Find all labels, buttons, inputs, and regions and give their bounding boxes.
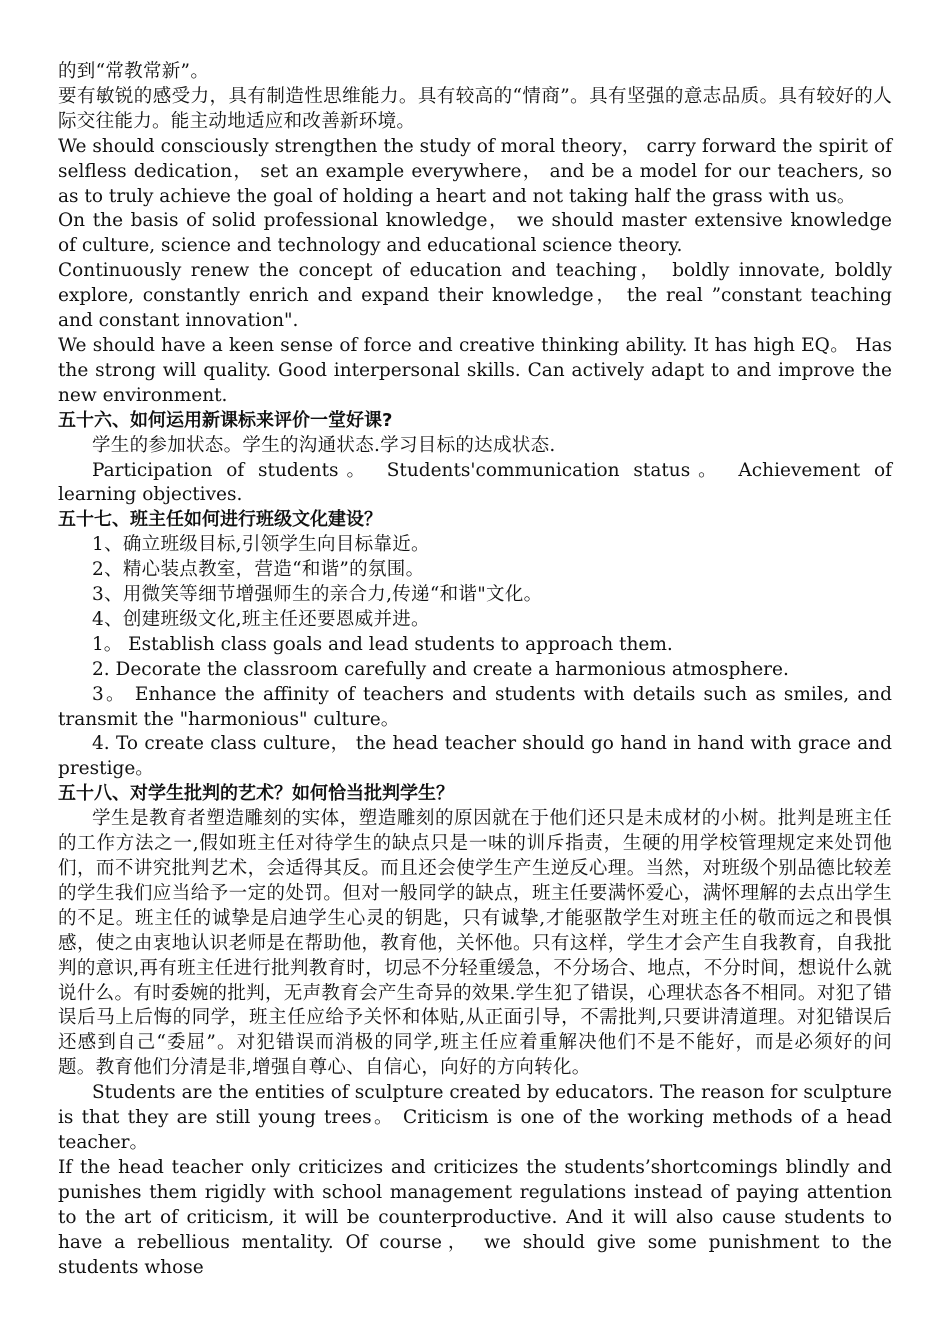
section-58-en-2: If the head teacher only criticizes and criticizes the students’shortcomings blindly and punishes them rigidly with school management regulations instead of paying attention to the art of criticism, it will be counterproductive. And it will also cause students to have a rebellious mentality. Of course， we should give some punishment to the students whose [58,1156,892,1278]
section-56-en: Participation of students。 Students'communication status。 Achievement of learning objectives. [58,459,892,506]
section-56-cn: 学生的参加状态。学生的沟通状态.学习目标的达成状态. [92,434,556,456]
section-57-en-item: 1。 Establish class goals and lead students to approach them. [92,633,673,655]
section-58-cn: 学生是教育者塑造雕刻的实体，塑造雕刻的原因就在于他们还只是未成材的小树。批判是班主任的工作方法之一,假如班主任对待学生的缺点只是一味的训斥指责，生硬的用学校管理规定来处罚他们，而不讲究批判艺术，会适得其反。而且还会使学生产生逆反心理。当然，对班级个别品德比较差的学生我们应当给予一定的处罚。但对一般同学的缺点，班主任要满怀爱心，满怀理解的去点出学生的不足。班主任的诚挚是启迪学生心灵的钥匙，只有诚挚,才能驱散学生对班主任的敬而远之和畏惧感，使之由衷地认识老师是在帮助他，教育他，关怀他。只有这样，学生才会产生自我教育，自我批判的意识,再有班主任进行批判教育时，切忌不分轻重缓急，不分场合、地点，不分时间，想说什么就说什么。有时委婉的批判，无声教育会产生奇异的效果.学生犯了错误，心理状态各不相同。对犯了错误后马上后悔的同学，班主任应给予关怀和体贴,从正面引导，不需批判,只要讲清道理。对犯错误后还感到自己“委屈”。对犯错误而消极的同学,班主任应着重解决他们不是不能好，而是必须好的问题。教育他们分清是非,增强自尊心、自信心，向好的方向转化。 [58,808,892,1079]
section-57-heading: 五十七、班主任如何进行班级文化建设？ [58,509,382,531]
intro-paragraph-2: 要有敏锐的感受力，具有制造性思维能力。具有较高的“情商”。具有坚强的意志品质。具有较好的人际交往能力。能主动地适应和改善新环境。 [58,85,892,132]
section-57-en-item: 2. Decorate the classroom carefully and create a harmonious atmosphere. [92,658,789,680]
section-58-heading: 五十八、对学生批判的艺术？如何恰当批判学生？ [58,783,454,805]
section-57-en-item: 3。 Enhance the affinity of teachers and students with details such as smiles, and transmit the "harmonious" culture。 [58,683,892,730]
intro-paragraph-5: Continuously renew the concept of education and teaching， boldly innovate, boldly explore, constantly enrich and expand their knowledge， the real ”constant teaching and constant innovation". [58,260,892,332]
section-57-cn-item: 3、用微笑等细节增强师生的亲合力,传递“和谐"文化。 [92,584,543,606]
document-page [58,60,892,1280]
section-57-cn-item: 4、创建班级文化,班主任还要恩威并进。 [92,608,430,630]
intro-paragraph-6: We should have a keen sense of force and creative thinking ability. It has high EQ。 Has the strong will quality. Good interpersonal skills. Can actively adapt to and improve the new environment. [58,334,892,406]
section-58-en-1: Students are the entities of sculpture created by educators. The reason for sculpture is that they are still young trees。 Criticism is one of the working methods of a head teacher。 [58,1082,892,1153]
intro-paragraph-3: We should consciously strengthen the study of moral theory， carry forward the spirit of selfless dedication， set an example everywhere， and be a model for our teachers, so as to truly achieve the goal of holding a heart and not taking half the grass with us。 [58,135,892,207]
section-57-cn-item: 1、确立班级目标,引领学生向目标靠近。 [92,534,430,556]
intro-paragraph-4: On the basis of solid professional knowledge， we should master extensive knowledge of culture, science and technology and educational science theory. [58,210,892,257]
section-56-heading: 五十六、如何运用新课标来评价一堂好课? [58,409,393,431]
section-57-en-item: 4. To create class culture， the head teacher should go hand in hand with grace and prestige。 [58,733,892,780]
intro-paragraph-1: 的到“常教常新”。 [58,61,210,82]
section-57-cn-item: 2、精心装点教室，营造“和谐”的氛围。 [92,559,425,581]
